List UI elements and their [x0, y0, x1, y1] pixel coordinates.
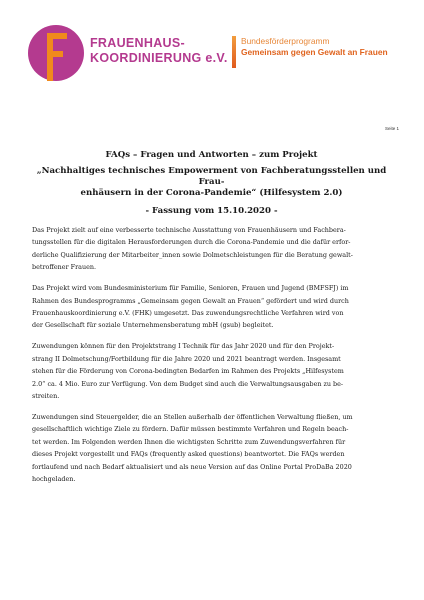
fhk-logo-line1: FRAUENHAUS- [90, 36, 185, 50]
paragraph-line: fortlaufend und nach Bedarf aktualisiert und als neue Version auf das Online Portal ProDaBa 2020 [32, 462, 352, 471]
paragraph-line: betroffener Frauen. [32, 263, 96, 272]
document-version: - Fassung vom 15.10.2020 - [145, 206, 278, 216]
subtitle-line: enhäusern in der Corona-Pandemie“ (Hilfesystem 2.0) [80, 188, 343, 198]
paragraph-line: Rahmen des Bundesprogramms „Gemeinsam gegen Gewalt an Frauen“ gefördert und wird durch [32, 296, 349, 305]
paragraph-2 [32, 282, 391, 332]
paragraph-line: der Gesellschaft für soziale Unternehmensberatung mbH (gsub) begleitet. [32, 321, 274, 330]
document-body [32, 149, 391, 494]
page-number: Seite 1 [384, 126, 399, 131]
paragraph-line: derliche Qualifizierung der Mitarbeiter_innen sowie Dolmetschleistungen für die Beratung gewalt- [32, 250, 353, 259]
paragraph-3 [32, 340, 391, 402]
subtitle-line: „Nachhaltiges technisches Empowerment von Fachberatungsstellen und Frau- [36, 166, 387, 187]
paragraph-line: Das Projekt wird vom Bundesministerium für Familie, Senioren, Frauen und Jugend (BMFSFJ) im [32, 284, 349, 293]
paragraph-line: stehen für die Förderung von Corona-bedingten Bedarfen im Rahmen des Projekts „Hilfesystem [32, 367, 344, 376]
document-subtitle [32, 166, 391, 199]
fhk-logo-line2: KOORDINIERUNG e.V. [90, 51, 228, 65]
bfp-logo-line1: Bundesförderprogramm [241, 36, 330, 46]
fhk-logo [28, 25, 228, 81]
paragraph-line: tet werden. Im Folgenden werden Ihnen die wichtigsten Schritte zum Zuwendungsverfahren für [32, 437, 346, 446]
bfp-logo-line2: Gemeinsam gegen Gewalt an Frauen [241, 46, 388, 57]
paragraph-line: Frauenhauskoordinierung e.V. (FHK) umgesetzt. Das zuwendungsrechtliche Verfahren wird von [32, 309, 344, 318]
bfp-logo-text [241, 36, 388, 57]
paragraph-line: 2.0“ ca. 4 Mio. Euro zur Verfügung. Von dem Budget sind auch die Verwaltungsausgaben zu be- [32, 379, 344, 388]
paragraph-line: tungsstellen für die digitalen Herausforderungen durch die Corona-Pandemie und die dafür erfor- [32, 238, 351, 247]
paragraph-line: streiten. [32, 392, 60, 401]
bundesfoerderprogramm-logo [232, 34, 402, 70]
paragraph-line: dieses Projekt vorgestellt und FAQs (frequently asked questions) beantwortet. Die FAQs werden [32, 450, 345, 459]
bfp-logo-bar [232, 36, 236, 68]
paragraph-line: Das Projekt zielt auf eine verbesserte technische Ausstattung von Frauenhäusern und Fachbera- [32, 226, 346, 234]
paragraph-line: Zuwendungen können für den Projektstrang I Technik für das Jahr 2020 und für den Projekt- [32, 342, 335, 351]
paragraph-line: Zuwendungen sind Steuergelder, die an Stellen außerhalb der öffentlichen Verwaltung fließen, um [32, 413, 353, 422]
paragraph-line: hochgeladen. [32, 475, 76, 484]
paragraph-line: gesellschaftlich wichtige Ziele zu fördern. Dafür müssen bestimmte Verfahren und Regeln beach- [32, 425, 349, 434]
document-title: FAQs – Fragen und Antworten – zum Projekt [105, 150, 318, 160]
paragraph-1 [32, 224, 391, 274]
paragraph-4 [32, 411, 391, 485]
fhk-logo-text [90, 36, 228, 66]
fhk-f-icon [44, 25, 70, 81]
paragraph-line: strang II Dolmetschung/Fortbildung für die Jahre 2020 und 2021 beantragt werden. Insgesamt [32, 354, 341, 363]
